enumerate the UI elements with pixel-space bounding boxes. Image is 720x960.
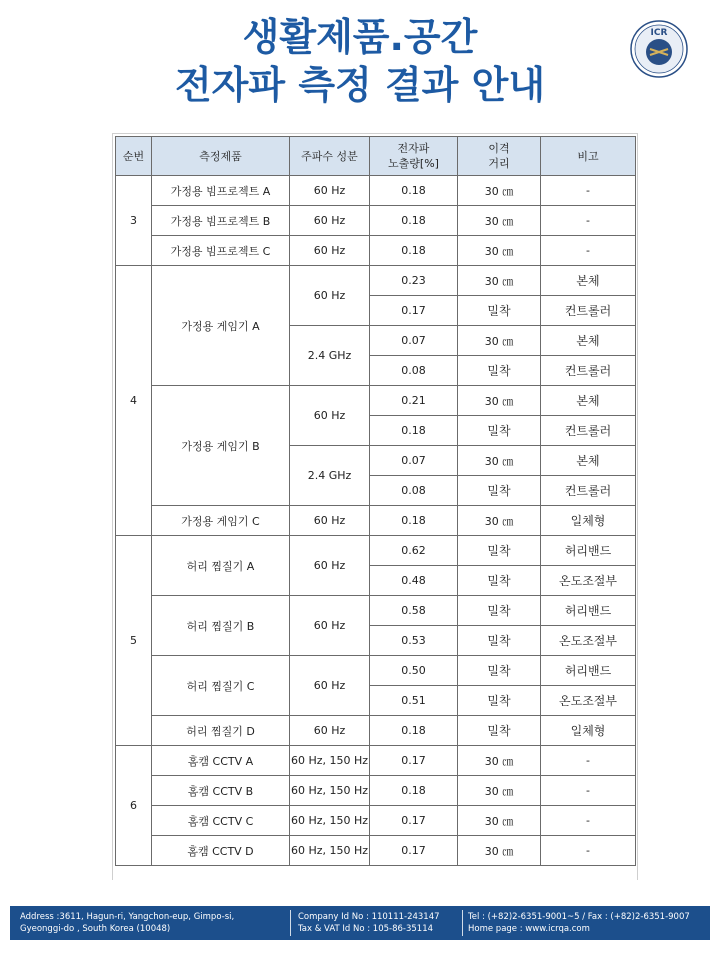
cell-distance: 30 ㎝	[458, 236, 541, 266]
table-row	[116, 656, 636, 686]
table-row	[116, 806, 636, 836]
col-header-note: 비고	[541, 137, 636, 176]
footer-contact-line2: Home page : www.icrqa.com	[468, 924, 590, 934]
cell-no: 4	[116, 266, 152, 536]
cell-exposure: 0.18	[370, 416, 458, 446]
table-row	[116, 596, 636, 626]
cell-exposure: 0.17	[370, 746, 458, 776]
col-header-product: 측정제품	[152, 137, 290, 176]
footer-contact	[468, 911, 708, 935]
cell-note: 컨트롤러	[541, 476, 636, 506]
cell-note: -	[541, 836, 636, 866]
cell-product: 가정용 빔프로젝트 C	[152, 236, 290, 266]
cell-note: 허리밴드	[541, 656, 636, 686]
cell-distance: 밀착	[458, 686, 541, 716]
cell-freq: 60 Hz	[290, 386, 370, 446]
footer-address	[20, 911, 285, 935]
cell-distance: 밀착	[458, 596, 541, 626]
cell-note: 컨트롤러	[541, 296, 636, 326]
cell-distance: 밀착	[458, 296, 541, 326]
table-row	[116, 266, 636, 296]
cell-freq: 60 Hz	[290, 596, 370, 656]
table-row	[116, 746, 636, 776]
cell-note: -	[541, 746, 636, 776]
cell-note: 일체형	[541, 716, 636, 746]
cell-exposure: 0.58	[370, 596, 458, 626]
cell-distance: 30 ㎝	[458, 386, 541, 416]
cell-product: 가정용 빔프로젝트 B	[152, 206, 290, 236]
cell-distance: 밀착	[458, 626, 541, 656]
cell-freq: 60 Hz	[290, 506, 370, 536]
cell-product: 홈캠 CCTV D	[152, 836, 290, 866]
cell-note: -	[541, 236, 636, 266]
cell-freq: 60 Hz	[290, 176, 370, 206]
cell-exposure: 0.17	[370, 296, 458, 326]
table-row	[116, 536, 636, 566]
cell-distance: 30 ㎝	[458, 506, 541, 536]
cell-note: -	[541, 776, 636, 806]
cell-exposure: 0.21	[370, 386, 458, 416]
table-row	[116, 776, 636, 806]
cell-no: 3	[116, 176, 152, 266]
cell-exposure: 0.50	[370, 656, 458, 686]
cell-note: 컨트롤러	[541, 356, 636, 386]
col-header-exposure: 전자파 노출량[%]	[370, 137, 458, 176]
cell-exposure: 0.23	[370, 266, 458, 296]
cell-distance: 30 ㎝	[458, 176, 541, 206]
cell-freq: 60 Hz	[290, 656, 370, 716]
col-header-freq: 주파수 성분	[290, 137, 370, 176]
footer-divider	[290, 910, 291, 936]
cell-exposure: 0.18	[370, 776, 458, 806]
cell-product: 가정용 게임기 B	[152, 386, 290, 506]
page-title-line1: 생활제품.공간	[242, 15, 478, 59]
cell-product: 홈캠 CCTV C	[152, 806, 290, 836]
cell-distance: 30 ㎝	[458, 836, 541, 866]
col-header-distance: 이격 거리	[458, 137, 541, 176]
cell-freq: 60 Hz, 150 Hz	[290, 836, 370, 866]
cell-note: 본체	[541, 386, 636, 416]
cell-note: 온도조절부	[541, 626, 636, 656]
cell-exposure: 0.07	[370, 446, 458, 476]
cell-freq: 60 Hz	[290, 536, 370, 596]
table-row	[116, 386, 636, 416]
footer-divider	[462, 910, 463, 936]
cell-distance: 30 ㎝	[458, 206, 541, 236]
cell-freq: 60 Hz	[290, 206, 370, 236]
cell-note: 온도조절부	[541, 686, 636, 716]
cell-exposure: 0.17	[370, 836, 458, 866]
cell-exposure: 0.08	[370, 356, 458, 386]
icr-logo-icon	[630, 20, 688, 78]
measurement-table	[115, 136, 636, 866]
table-row	[116, 236, 636, 266]
cell-exposure: 0.18	[370, 206, 458, 236]
cell-no: 5	[116, 536, 152, 746]
cell-product: 홈캠 CCTV A	[152, 746, 290, 776]
logo-text: ICR	[650, 28, 668, 38]
cell-product: 허리 찜질기 D	[152, 716, 290, 746]
cell-distance: 30 ㎝	[458, 746, 541, 776]
cell-note: 컨트롤러	[541, 416, 636, 446]
cell-note: 허리밴드	[541, 536, 636, 566]
footer-company-line2: Tax & VAT Id No : 105-86-35114	[298, 924, 434, 934]
cell-freq: 60 Hz, 150 Hz	[290, 806, 370, 836]
cell-exposure: 0.18	[370, 176, 458, 206]
cell-freq: 2.4 GHz	[290, 326, 370, 386]
cell-note: -	[541, 806, 636, 836]
footer-contact-line1: Tel : (+82)2-6351-9001~5 / Fax : (+82)2-6351-9007	[468, 912, 690, 922]
footer-address-line2: Gyeonggi-do , South Korea (10048)	[20, 924, 171, 934]
footer-company	[298, 911, 458, 935]
cell-product: 허리 찜질기 A	[152, 536, 290, 596]
page-title-line2: 전자파 측정 결과 안내	[174, 63, 546, 107]
cell-note: 온도조절부	[541, 566, 636, 596]
cell-exposure: 0.18	[370, 506, 458, 536]
cell-no: 6	[116, 746, 152, 866]
cell-note: 허리밴드	[541, 596, 636, 626]
cell-exposure: 0.08	[370, 476, 458, 506]
cell-distance: 밀착	[458, 656, 541, 686]
cell-note: 본체	[541, 446, 636, 476]
cell-exposure: 0.18	[370, 716, 458, 746]
table-row	[116, 176, 636, 206]
cell-freq: 60 Hz	[290, 266, 370, 326]
cell-exposure: 0.18	[370, 236, 458, 266]
footer-address-line1: Address :3611, Hagun-ri, Yangchon-eup, Gimpo-si,	[20, 912, 235, 922]
cell-distance: 30 ㎝	[458, 806, 541, 836]
cell-exposure: 0.17	[370, 806, 458, 836]
cell-product: 가정용 빔프로젝트 A	[152, 176, 290, 206]
cell-product: 가정용 게임기 A	[152, 266, 290, 386]
cell-distance: 30 ㎝	[458, 776, 541, 806]
cell-exposure: 0.07	[370, 326, 458, 356]
table-row	[116, 836, 636, 866]
cell-note: 본체	[541, 326, 636, 356]
cell-note: 일체형	[541, 506, 636, 536]
cell-note: -	[541, 206, 636, 236]
cell-exposure: 0.48	[370, 566, 458, 596]
cell-distance: 밀착	[458, 536, 541, 566]
cell-distance: 밀착	[458, 356, 541, 386]
cell-exposure: 0.51	[370, 686, 458, 716]
cell-freq: 60 Hz, 150 Hz	[290, 746, 370, 776]
cell-freq: 2.4 GHz	[290, 446, 370, 506]
col-header-no: 순번	[116, 137, 152, 176]
cell-product: 가정용 게임기 C	[152, 506, 290, 536]
cell-note: 본체	[541, 266, 636, 296]
footer-company-line1: Company Id No : 110111-243147	[298, 912, 440, 922]
table-header-row	[116, 137, 636, 176]
cell-product: 허리 찜질기 C	[152, 656, 290, 716]
cell-distance: 밀착	[458, 716, 541, 746]
cell-freq: 60 Hz, 150 Hz	[290, 776, 370, 806]
cell-distance: 30 ㎝	[458, 446, 541, 476]
cell-freq: 60 Hz	[290, 716, 370, 746]
cell-product: 홈캠 CCTV B	[152, 776, 290, 806]
cell-distance: 30 ㎝	[458, 326, 541, 356]
cell-exposure: 0.62	[370, 536, 458, 566]
table-row	[116, 506, 636, 536]
cell-distance: 밀착	[458, 566, 541, 596]
table-row	[116, 716, 636, 746]
cell-freq: 60 Hz	[290, 236, 370, 266]
cell-distance: 30 ㎝	[458, 266, 541, 296]
cell-exposure: 0.53	[370, 626, 458, 656]
cell-distance: 밀착	[458, 476, 541, 506]
table-row	[116, 206, 636, 236]
footer-bar	[10, 906, 710, 940]
cell-distance: 밀착	[458, 416, 541, 446]
cell-note: -	[541, 176, 636, 206]
cell-product: 허리 찜질기 B	[152, 596, 290, 656]
